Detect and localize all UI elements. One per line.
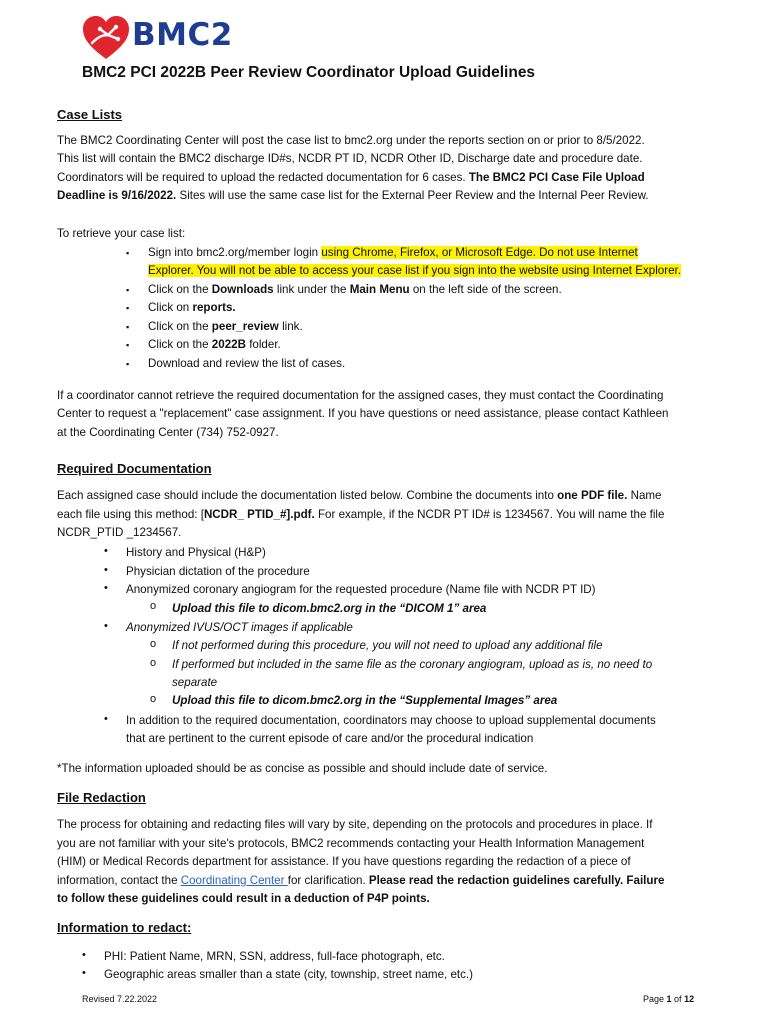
text-span: For example, if the NCDR PT ID# is 1234567. You will name the file: [314, 508, 665, 521]
required-para-line: [57, 487, 662, 505]
deadline-bold: The BMC2 PCI Case File Upload: [468, 171, 645, 184]
redact-item: PHI: Patient Name, MRN, SSN, address, full-face photograph, etc.: [104, 950, 445, 963]
page-title: BMC2 PCI 2022B Peer Review Coordinator Upload Guidelines: [82, 64, 536, 81]
text-span: link.: [278, 320, 303, 333]
step-5: [148, 336, 281, 354]
redaction-para-line: The process for obtaining and redacting files will vary by site, depending on the protocols and procedures in place. If: [57, 818, 653, 831]
browser-warning-highlight: Explorer. You will not be able to access your case list if you sign into the website using Internet Explorer.: [148, 264, 681, 277]
bullet: •: [104, 582, 108, 594]
step-1-cont: [148, 262, 681, 280]
text-bold: peer_review: [211, 320, 279, 333]
text-span: Click on the: [148, 283, 212, 296]
redaction-warning: to follow these guidelines could result in a deduction of P4P points.: [57, 892, 430, 905]
doc-item: Anonymized IVUS/OCT images if applicable: [126, 621, 353, 634]
text-span: link under the: [273, 283, 350, 296]
doc-subitem-cont: separate: [172, 676, 218, 689]
case-lists-para-line: [57, 187, 649, 205]
step-marker: ▪: [126, 359, 130, 369]
redaction-para-line: [57, 872, 664, 890]
concise-note: *The information uploaded should be as concise as possible and should include date of service.: [57, 762, 548, 775]
information-to-redact-heading: Information to redact:: [57, 920, 192, 935]
text-bold: Please read the redaction guidelines carefully. Failure: [368, 874, 665, 887]
deadline-date: Deadline is 9/16/2022.: [57, 189, 177, 202]
step-marker: ▪: [126, 248, 130, 258]
text-span: Page: [643, 994, 667, 1004]
step-marker: ▪: [126, 285, 130, 295]
doc-subitem: If performed but included in the same file as the coronary angiogram, upload as is, no need to: [172, 658, 653, 671]
case-lists-para-line: This list will contain the BMC2 discharge ID#s, NCDR PT ID, NCDR Other ID, Discharge date and procedure date.: [57, 152, 643, 165]
step-3: [148, 299, 236, 317]
step-marker: ▪: [126, 322, 130, 332]
step-2: [148, 281, 562, 299]
text-span: Name: [627, 489, 662, 502]
text-span: information, contact the: [57, 874, 181, 887]
bullet: •: [104, 713, 108, 725]
sub-bullet: o: [150, 638, 157, 650]
retrieval-para-line: Center to request a "replacement" case assignment. If you have questions or need assistance, please contact Kathleen: [57, 407, 669, 420]
page-number: [643, 994, 694, 1004]
bullet: •: [104, 564, 108, 576]
browser-warning-highlight: using Chrome, Firefox, or Microsoft Edge. Do not use Internet: [321, 246, 638, 259]
text-bold: 2022B: [211, 338, 246, 351]
heart-logo-icon: [82, 15, 130, 61]
doc-item-cont: that are pertinent to the current episode of care and/or the procedural indication: [126, 732, 534, 745]
text-bold: Downloads: [211, 283, 274, 296]
bullet: •: [82, 949, 86, 961]
bullet: •: [104, 620, 108, 632]
required-para-line: NCDR_PTID _1234567.: [57, 526, 182, 539]
case-lists-para-line: The BMC2 Coordinating Center will post the case list to bmc2.org under the reports section on or prior to 8/5/2022.: [57, 134, 645, 147]
text-bold: Main Menu: [349, 283, 410, 296]
text-span: folder.: [245, 338, 281, 351]
required-para-line: [57, 506, 664, 524]
case-lists-para-line: [57, 169, 645, 187]
text-span: of: [671, 994, 685, 1004]
text-bold: NCDR_ PTID_#].pdf.: [203, 508, 315, 521]
bullet: •: [82, 967, 86, 979]
total-pages: 12: [684, 994, 695, 1004]
retrieval-para-line: If a coordinator cannot retrieve the required documentation for the assigned cases, they must contact the Coordinating: [57, 389, 664, 402]
doc-item: In addition to the required documentation, coordinators may choose to upload supplemental documents: [126, 714, 656, 727]
sub-bullet: o: [150, 693, 157, 705]
doc-subitem: If not performed during this procedure, you will not need to upload any additional file: [172, 639, 603, 652]
text-span: Click on: [148, 301, 193, 314]
coordinating-center-link[interactable]: Coordinating Center: [180, 874, 288, 887]
redact-item: Geographic areas smaller than a state (city, township, street name, etc.): [104, 968, 474, 981]
text-span: Sign into bmc2.org/member login: [148, 246, 322, 259]
redaction-para-line: you are not familiar with your site's protocols, BMC2 recommends contacting your Health Information Management: [57, 837, 645, 850]
text-span: each file using this method: [: [57, 508, 204, 521]
retrieval-para-line: at the Coordinating Center (734) 752-0927.: [57, 426, 279, 439]
step-marker: ▪: [126, 340, 130, 350]
logo-wordmark: BMC2: [132, 17, 233, 53]
doc-subitem: Upload this file to dicom.bmc2.org in the “DICOM 1” area: [172, 602, 487, 615]
retrieve-intro: To retrieve your case list:: [57, 227, 186, 240]
text-bold: reports.: [192, 301, 236, 314]
doc-item: Anonymized coronary angiogram for the requested procedure (Name file with NCDR PT ID): [126, 583, 596, 596]
step-6: Download and review the list of cases.: [148, 357, 346, 370]
text-span: Coordinators will be required to upload the redacted documentation for 6 cases.: [57, 171, 469, 184]
required-documentation-heading: Required Documentation: [57, 461, 212, 476]
doc-item: Physician dictation of the procedure: [126, 565, 310, 578]
revision-date: Revised 7.22.2022: [82, 994, 158, 1004]
text-span: Sites will use the same case list for the External Peer Review and the Internal Peer Review.: [176, 189, 649, 202]
step-marker: ▪: [126, 303, 130, 313]
text-span: Click on the: [148, 338, 212, 351]
bullet: •: [104, 545, 108, 557]
text-span: for clarification.: [287, 874, 369, 887]
current-page: 1: [666, 994, 672, 1004]
text-bold: one PDF file.: [557, 489, 628, 502]
step-1: [148, 244, 638, 262]
case-lists-heading: Case Lists: [57, 107, 123, 122]
redaction-para-line: (HIM) or Medical Records department for assistance. If you have questions regarding the redaction of a piece of: [57, 855, 631, 868]
file-redaction-heading: File Redaction: [57, 790, 146, 805]
text-span: on the left side of the screen.: [409, 283, 562, 296]
step-4: [148, 318, 303, 336]
sub-bullet: o: [150, 657, 157, 669]
text-span: Each assigned case should include the documentation listed below. Combine the documents into: [57, 489, 558, 502]
doc-item: History and Physical (H&P): [126, 546, 266, 559]
sub-bullet: o: [150, 600, 157, 612]
doc-subitem: Upload this file to dicom.bmc2.org in the “Supplemental Images” area: [172, 694, 558, 707]
text-span: Click on the: [148, 320, 212, 333]
